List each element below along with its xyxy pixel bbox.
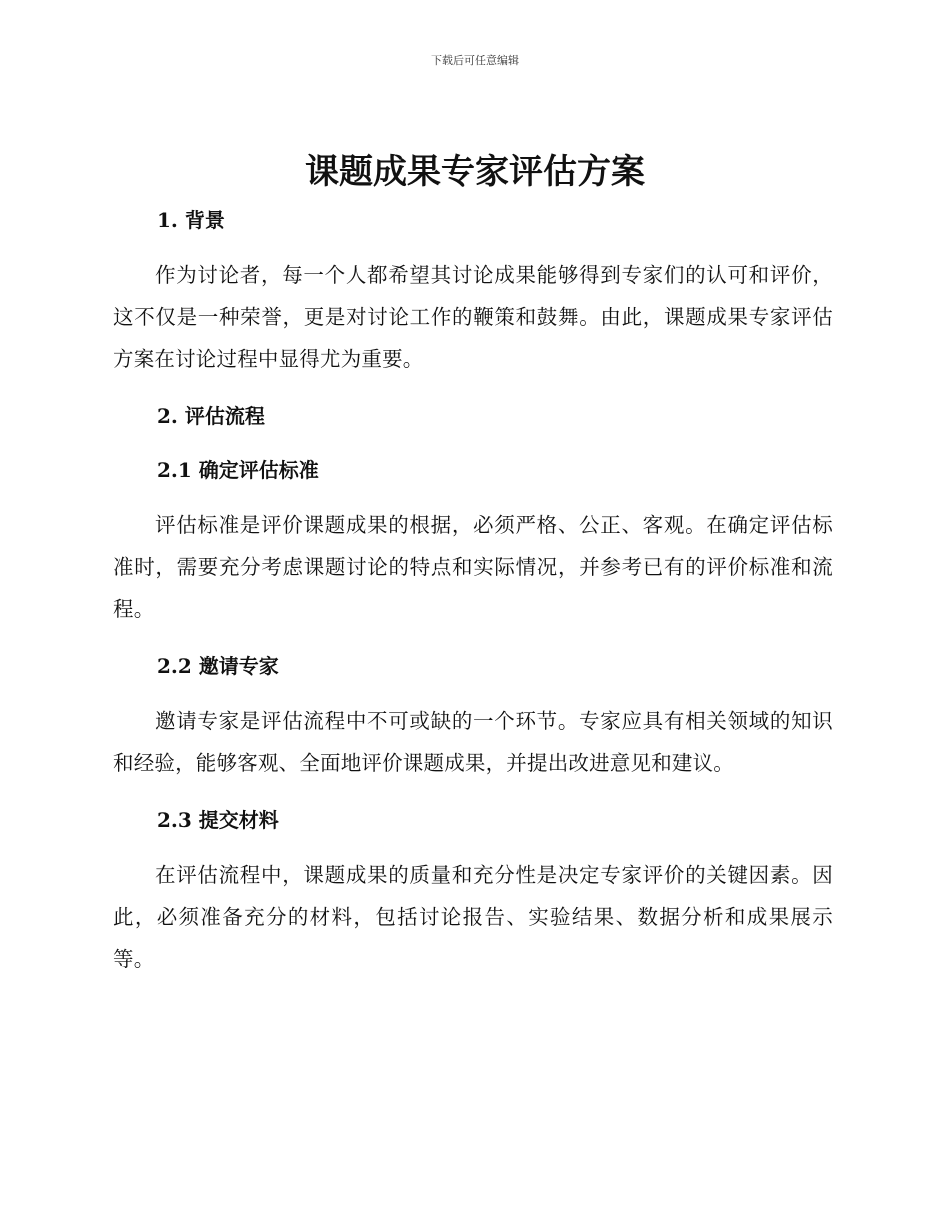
section-heading-process: 2. 评估流程 [157,404,265,428]
subsection-paragraph-experts: 邀请专家是评估流程中不可或缺的一个环节。专家应具有相关领域的知识和经验，能够客观、全面地评价课题成果，并提出改进意见和建议。 [113,709,833,775]
subsection-paragraph-materials: 在评估流程中，课题成果的质量和充分性是决定专家评价的关键因素。因此，必须准备充分的材料，包括讨论报告、实验结果、数据分析和成果展示等。 [113,863,833,971]
section-paragraph-background: 作为讨论者，每一个人都希望其讨论成果能够得到专家们的认可和评价，这不仅是一种荣誉，更是对讨论工作的鞭策和鼓舞。由此，课题成果专家评估方案在讨论过程中显得尤为重要。 [113,263,833,371]
document-title: 课题成果专家评估方案 [305,152,645,192]
page-header-note: 下载后可任意编辑 [431,54,519,67]
subsection-heading-criteria: 2.1 确定评估标准 [157,458,319,482]
section-heading-background: 1. 背景 [157,208,225,232]
subsection-heading-experts: 2.2 邀请专家 [157,654,279,678]
subsection-paragraph-criteria: 评估标准是评价课题成果的根据，必须严格、公正、客观。在确定评估标准时，需要充分考虑课题讨论的特点和实际情况，并参考已有的评价标准和流程。 [113,513,833,621]
subsection-heading-materials: 2.3 提交材料 [157,808,279,832]
document-body [113,202,833,980]
